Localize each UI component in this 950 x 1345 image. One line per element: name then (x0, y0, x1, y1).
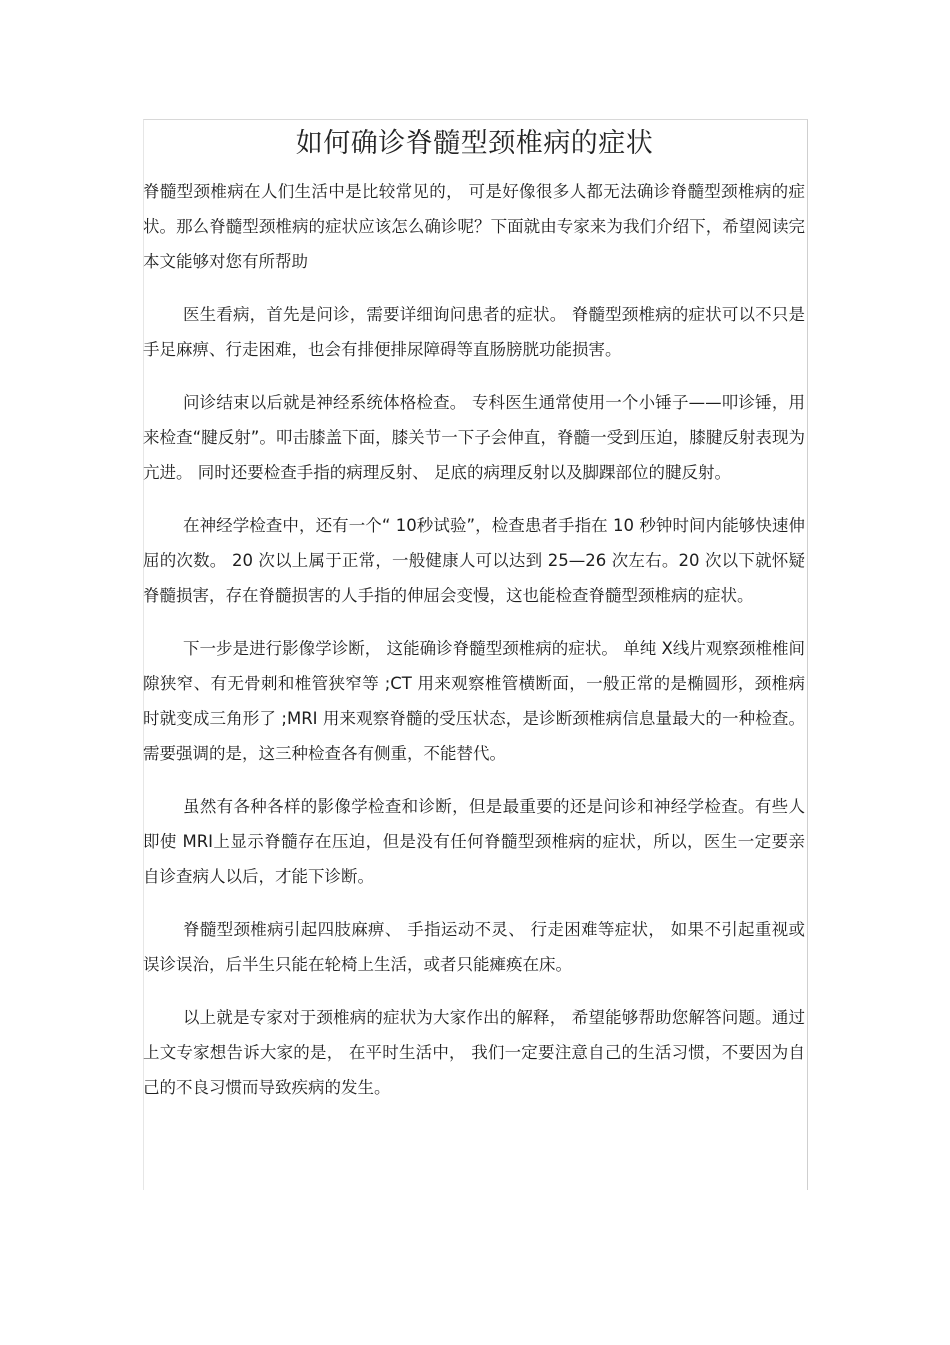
document-title: 如何确诊脊髓型颈椎病的症状 (295, 128, 654, 159)
paragraph-neuro-exam: 问诊结束以后就是神经系统体格检查。 专科医生通常使用一个小锤子——叩诊锤，用来检查“腱反射”。叩击膝盖下面，膝关节一下子会伸直，脊髓一受到压迫，膝腱反射表现为亢进。 同时还要检查手指的病理反射、 足底的病理反射以及脚踝部位的腱反射。 (143, 393, 805, 482)
paragraph-intro: 脊髓型颈椎病在人们生活中是比较常见的， 可是好像很多人都无法确诊脊髓型颈椎病的症状。那么脊髓型颈椎病的症状应该怎么确诊呢？下面就由专家来为我们介绍下，希望阅读完本文能够对您有所帮助 (143, 182, 805, 271)
paragraph-importance-of-consultation: 虽然有各种各样的影像学检查和诊断，但是最重要的还是问诊和神经学检查。有些人即使 MRI上显示脊髓存在压迫，但是没有任何脊髓型颈椎病的症状，所以，医生一定要亲自诊查病人以后，才能下诊断。 (143, 797, 805, 886)
paragraph-conclusion: 以上就是专家对于颈椎病的症状为大家作出的解释， 希望能够帮助您解答问题。通过上文专家想告诉大家的是， 在平时生活中， 我们一定要注意自己的生活习惯，不要因为自己的不良习惯而导致疾病的发生。 (143, 1008, 805, 1097)
paragraph-ten-second-test: 在神经学检查中，还有一个“ 10秒试验”，检查患者手指在 10 秒钟时间内能够快速伸屈的次数。 20 次以上属于正常，一般健康人可以达到 25—26 次左右。20 次以下就怀疑脊髓损害，存在脊髓损害的人手指的伸屈会变慢，这也能检查脊髓型颈椎病的症状。 (143, 516, 805, 605)
paragraph-consultation: 医生看病，首先是问诊，需要详细询问患者的症状。 脊髓型颈椎病的症状可以不只是手足麻痹、行走困难，也会有排便排尿障碍等直肠膀胱功能损害。 (143, 305, 805, 359)
paragraph-consequences: 脊髓型颈椎病引起四肢麻痹、 手指运动不灵、 行走困难等症状， 如果不引起重视或误诊误治，后半生只能在轮椅上生活，或者只能瘫痪在床。 (143, 920, 805, 974)
document-body (143, 174, 805, 1123)
paragraph-imaging: 下一步是进行影像学诊断， 这能确诊脊髓型颈椎病的症状。 单纯 X线片观察颈椎椎间隙狭窄、有无骨刺和椎管狭窄等 ;CT 用来观察椎管横断面，一般正常的是椭圆形，颈椎病时就变成三角形了 ;MRI 用来观察脊髓的受压状态，是诊断颈椎病信息量最大的一种检查。需要强调的是，这三种检查各有侧重，不能替代。 (143, 639, 805, 763)
